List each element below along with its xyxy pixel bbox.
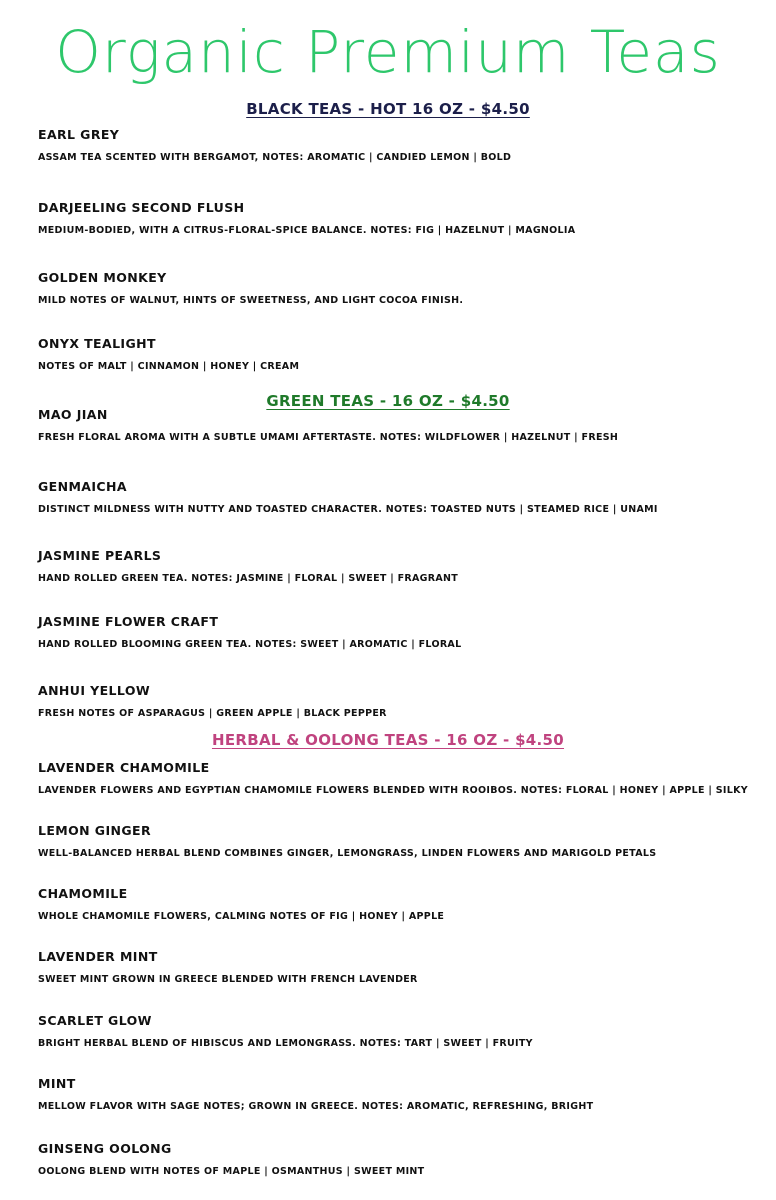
menu-item-mint <box>38 1076 758 1112</box>
item-name: LAVENDER MINT <box>38 949 158 964</box>
item-description: ASSAM TEA SCENTED WITH BERGAMOT, NOTES: AROMATIC | CANDIED LEMON | BOLD <box>38 152 512 163</box>
menu-item-golden-monkey <box>38 270 758 306</box>
item-description: SWEET MINT GROWN IN GREECE BLENDED WITH FRENCH LAVENDER <box>38 974 418 985</box>
item-name: JASMINE PEARLS <box>38 548 162 563</box>
menu-item-onyx-tealight <box>38 336 758 372</box>
item-description: HAND ROLLED GREEN TEA. NOTES: JASMINE | FLORAL | SWEET | FRAGRANT <box>38 573 459 584</box>
menu-item-chamomile <box>38 886 758 922</box>
menu-item-genmaicha <box>38 479 758 515</box>
item-description: FRESH NOTES OF ASPARAGUS | GREEN APPLE | BLACK PEPPER <box>38 708 387 719</box>
item-name: EARL GREY <box>38 127 120 142</box>
item-description: BRIGHT HERBAL BLEND OF HIBISCUS AND LEMONGRASS. NOTES: TART | SWEET | FRUITY <box>38 1038 533 1049</box>
item-description: LAVENDER FLOWERS AND EGYPTIAN CHAMOMILE FLOWERS BLENDED WITH ROOIBOS. NOTES: FLORAL | HONEY | APPLE | SILKY <box>38 785 748 796</box>
menu-item-lavender-mint <box>38 949 758 985</box>
item-description: FRESH FLORAL AROMA WITH A SUBTLE UMAMI AFTERTASTE. NOTES: WILDFLOWER | HAZELNUT | FRESH <box>38 432 619 443</box>
item-name: JASMINE FLOWER CRAFT <box>38 614 219 629</box>
item-description: HAND ROLLED BLOOMING GREEN TEA. NOTES: SWEET | AROMATIC | FLORAL <box>38 639 462 650</box>
menu-item-darjeeling <box>38 200 758 236</box>
item-name: LAVENDER CHAMOMILE <box>38 760 210 775</box>
item-name: DARJEELING SECOND FLUSH <box>38 200 245 215</box>
menu-item-mao-jian <box>38 407 758 443</box>
item-name: ONYX TEALIGHT <box>38 336 156 351</box>
section-heading-black-teas: BLACK TEAS - HOT 16 OZ - $4.50 <box>246 100 530 118</box>
item-name: GINSENG OOLONG <box>38 1141 172 1156</box>
item-description: MEDIUM-BODIED, WITH A CITRUS-FLORAL-SPICE BALANCE. NOTES: FIG | HAZELNUT | MAGNOLIA <box>38 225 576 236</box>
menu-item-lemon-ginger <box>38 823 758 859</box>
item-description: OOLONG BLEND WITH NOTES OF MAPLE | OSMANTHUS | SWEET MINT <box>38 1166 425 1177</box>
item-name: MAO JIAN <box>38 407 108 422</box>
item-name: GENMAICHA <box>38 479 127 494</box>
menu-item-earl-grey <box>38 127 758 163</box>
menu-item-ginseng-oolong <box>38 1141 758 1177</box>
item-name: LEMON GINGER <box>38 823 151 838</box>
page-title: Organic Premium Teas <box>55 18 721 86</box>
item-name: CHAMOMILE <box>38 886 128 901</box>
menu-item-anhui-yellow <box>38 683 758 719</box>
item-description: DISTINCT MILDNESS WITH NUTTY AND TOASTED CHARACTER. NOTES: TOASTED NUTS | STEAMED RICE | UNAMI <box>38 504 658 515</box>
item-name: SCARLET GLOW <box>38 1013 152 1028</box>
item-description: NOTES OF MALT | CINNAMON | HONEY | CREAM <box>38 361 300 372</box>
section-heading-herbal-oolong-teas: HERBAL & OOLONG TEAS - 16 OZ - $4.50 <box>211 731 565 749</box>
menu-item-jasmine-flower-craft <box>38 614 758 650</box>
item-name: GOLDEN MONKEY <box>38 270 167 285</box>
menu-item-lavender-chamomile <box>38 760 758 796</box>
item-description: MILD NOTES OF WALNUT, HINTS OF SWEETNESS, AND LIGHT COCOA FINISH. <box>38 295 464 306</box>
item-name: ANHUI YELLOW <box>38 683 151 698</box>
item-description: WELL-BALANCED HERBAL BLEND COMBINES GINGER, LEMONGRASS, LINDEN FLOWERS AND MARIGOLD PETALS <box>38 848 657 859</box>
menu-item-jasmine-pearls <box>38 548 758 584</box>
section-heading-green-teas: GREEN TEAS - 16 OZ - $4.50 <box>266 392 510 410</box>
item-description: WHOLE CHAMOMILE FLOWERS, CALMING NOTES OF FIG | HONEY | APPLE <box>38 911 445 922</box>
item-description: MELLOW FLAVOR WITH SAGE NOTES; GROWN IN GREECE. NOTES: AROMATIC, REFRESHING, BRIGHT <box>38 1101 594 1112</box>
menu-item-scarlet-glow <box>38 1013 758 1049</box>
item-name: MINT <box>38 1076 76 1091</box>
